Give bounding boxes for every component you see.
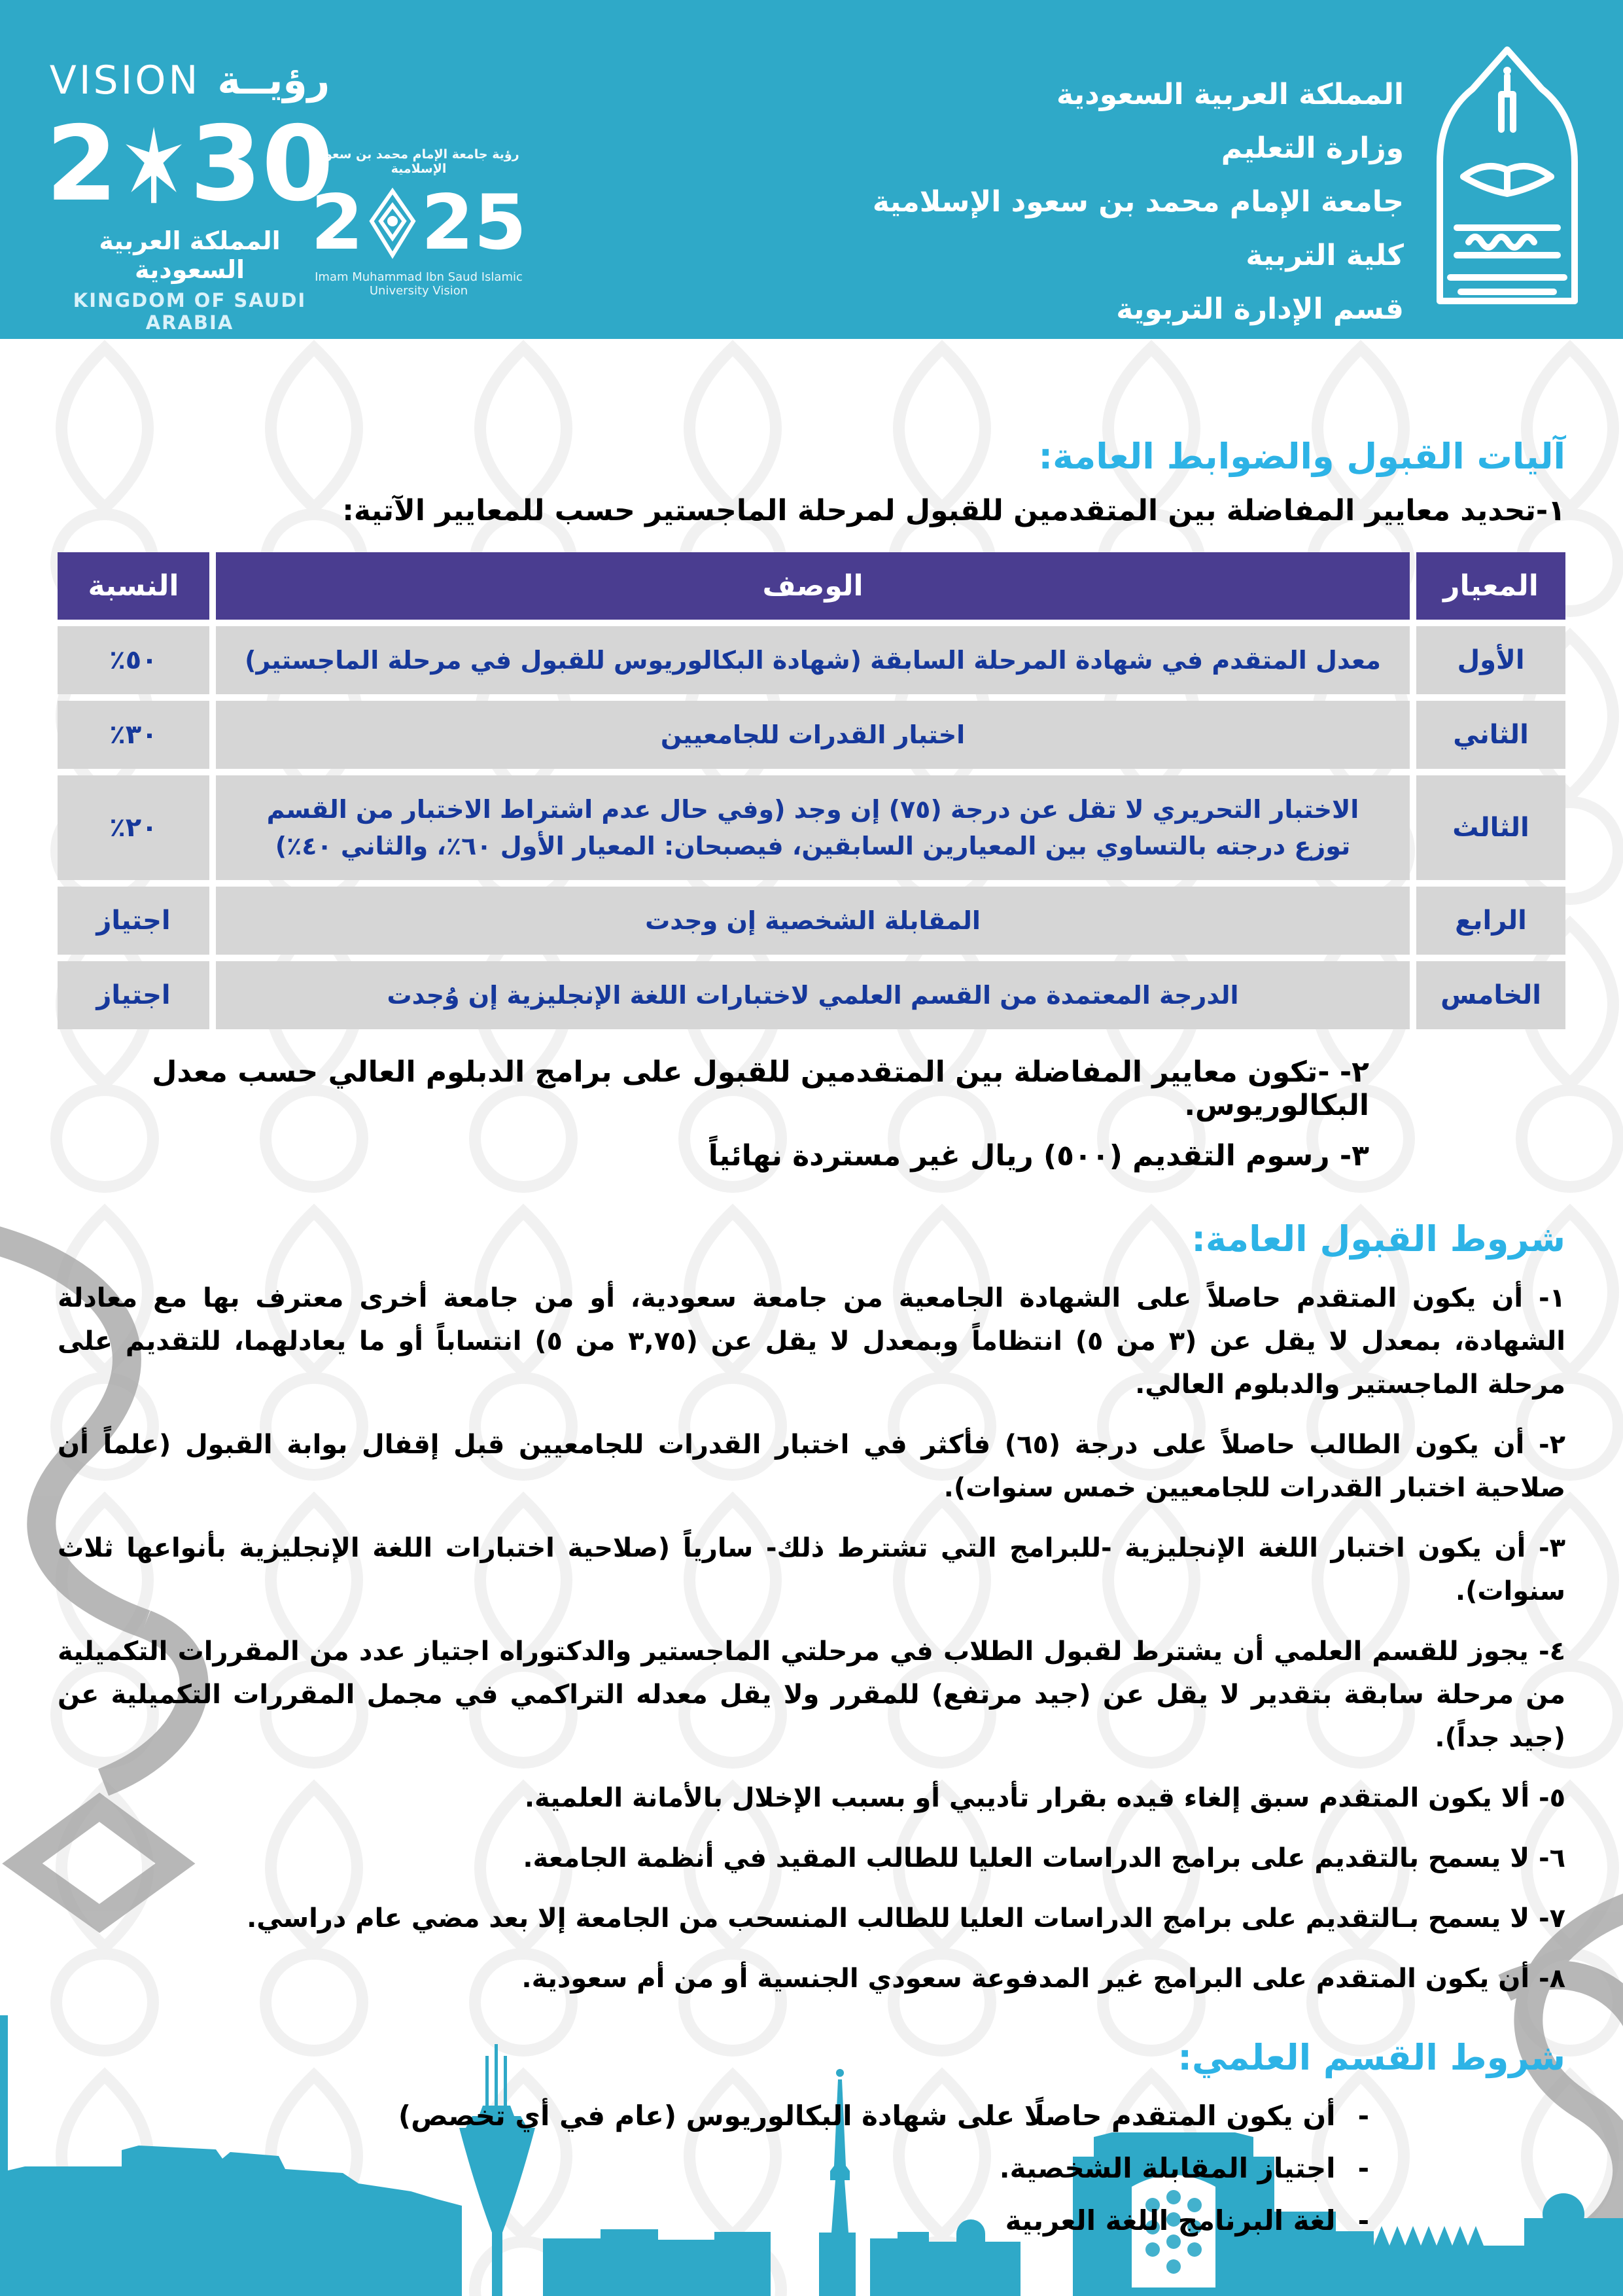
note-application-fee: ٣- رسوم التقديم (٥٠٠) ريال غير مستردة نهائياً xyxy=(708,1139,1369,1173)
vision-2030-year xyxy=(46,104,334,224)
university-vision-2025-logo xyxy=(307,147,530,298)
department-condition-3 xyxy=(58,2200,1369,2242)
general-condition-4: ٤- يجوز للقسم العلمي أن يشترط لقبول الطلاب في مرحلتي الماجستير والدكتوراه اجتياز عدد من المقررات التكميلية من مرحلة سابقة بتقدير لا يقل عن (جيد مرتفع) للمقرر ولا يقل معدله التراكمي في مجمل المقررات التكميلية عن (جيد جداً). xyxy=(58,1636,1565,1753)
general-conditions-title: شروط القبول العامة: xyxy=(1191,1218,1565,1260)
general-condition-2: ٢- أن يكون الطالب حاصلاً على درجة (٦٥) فأكثر في اختبار القدرات للجامعيين قبل إقفال بوابة القبول (علماً أن صلاحية اختبار القدرات للجامعيين خمس سنوات). xyxy=(58,1430,1566,1503)
org-line-university: جامعة الإمام محمد بن سعود الإسلامية xyxy=(872,185,1404,219)
lattice-emblem-icon xyxy=(365,187,420,259)
table-row-2-description: اختبار القدرات للجامعيين xyxy=(216,701,1410,769)
document-body xyxy=(0,339,1623,2252)
general-condition-8: ٨- أن يكون المتقدم على البرامج غير المدفوعة سعودي الجنسية أو من أم سعودية. xyxy=(521,1964,1565,1994)
table-header-criterion: المعيار xyxy=(1416,552,1565,620)
department-condition-2 xyxy=(58,2147,1369,2189)
table-row-2-percent: ٣٠٪ xyxy=(58,701,209,769)
table-row-3-percent: ٢٠٪ xyxy=(58,775,209,880)
organization-header-lines xyxy=(873,68,1404,336)
vision-2030-wordmark xyxy=(46,58,334,103)
vision-2025-year-left: 2 xyxy=(310,179,364,267)
vision-2030-ar: رؤيــة xyxy=(217,58,330,103)
table-row-1-criterion: الأول xyxy=(1416,626,1565,694)
table-row-4-criterion: الرابع xyxy=(1416,887,1565,955)
department-condition-2-text: - اجتياز المقابلة الشخصية. xyxy=(999,2152,1336,2184)
vision-2030-kingdom-en: KINGDOM OF SAUDI ARABIA xyxy=(73,289,307,334)
table-row-1-description: معدل المتقدم في شهادة المرحلة السابقة (شهادة البكالوريوس للقبول في مرحلة الماجستير) xyxy=(216,626,1410,694)
general-condition-5: ٥- ألا يكون المتقدم سبق إلغاء قيده بقرار تأديبي أو بسبب الإخلال بالأمانة العلمية. xyxy=(524,1783,1565,1813)
department-conditions-list xyxy=(58,2095,1565,2242)
general-condition-6: ٦- لا يسمح بالتقديم على برامج الدراسات العليا للطالب المقيد في أنظمة الجامعة. xyxy=(523,1843,1565,1873)
table-row-1-percent: ٥٠٪ xyxy=(58,626,209,694)
vision-2030-year-left: 2 xyxy=(46,104,118,224)
criteria-table xyxy=(58,552,1565,1029)
vision-2030-kingdom-ar: المملكة العربية السعودية xyxy=(99,226,281,284)
table-header-description: الوصف xyxy=(216,552,1410,620)
palm-emblem-icon xyxy=(120,118,187,210)
department-condition-3-text: - لغة البرنامج اللغة العربية xyxy=(1005,2204,1336,2236)
general-condition-7: ٧- لا يسمح بـالتقديم على برامج الدراسات العليا للطالب المنسحب من الجامعة إلا بعد مضي عام دراسي. xyxy=(247,1903,1565,1934)
table-row-5-criterion: الخامس xyxy=(1416,961,1565,1029)
vision-2025-year-right: 25 xyxy=(421,179,527,267)
vision-2025-year xyxy=(307,179,530,267)
table-row-4-description: المقابلة الشخصية إن وجدت xyxy=(216,887,1410,955)
vision-2025-english-caption: Imam Muhammad Ibn Saud Islamic University Vision xyxy=(315,270,523,298)
vision-2030-logo xyxy=(46,58,334,334)
department-condition-1-text: - أن يكون المتقدم حاصلًا على شهادة البكالوريوس (عام في أي تخصص) xyxy=(398,2100,1336,2132)
note-diploma-criteria: ٢- -تكون معايير المفاضلة بين المتقدمين للقبول على برامج الدبلوم العالي حسب معدل البكالوريوس. xyxy=(152,1055,1369,1122)
department-condition-1 xyxy=(58,2095,1369,2137)
table-header-percent: النسبة xyxy=(58,552,209,620)
table-row-4-percent: اجتياز xyxy=(58,887,209,955)
vision-2025-arabic-caption: رؤية جامعة الإمام محمد بن سعود الإسلامية xyxy=(318,147,519,176)
header-banner xyxy=(0,0,1623,339)
org-line-department: قسم الإدارة التربوية xyxy=(1116,292,1404,326)
mechanisms-section-title: آليات القبول والضوابط العامة: xyxy=(1038,436,1565,477)
general-condition-3: ٣- أن يكون اختبار اللغة الإنجليزية -للبرامج التي تشترط ذلك- سارياً (صلاحية اختبارات اللغة الإنجليزية بأنواعها ثلاث سنوات). xyxy=(58,1533,1565,1606)
general-condition-1: ١- أن يكون المتقدم حاصلاً على الشهادة الجامعية من جامعة سعودية، أو من جامعة أخرى معترف بها مع معادلة الشهادة، بمعدل لا يقل عن (٣ من ٥) انتظاماً وبمعدل لا يقل عن (٣,٧٥ من ٥) انتساباً أو ما يعادلهما، للتقديم على مرحلة الماجستير والدبلوم العالي. xyxy=(58,1283,1565,1400)
university-logo-icon xyxy=(1425,31,1589,313)
department-conditions-title: شروط القسم العلمي: xyxy=(1178,2037,1565,2078)
vision-2030-year-right: 30 xyxy=(190,104,334,224)
table-row-3-criterion: الثالث xyxy=(1416,775,1565,880)
table-row-2-criterion: الثاني xyxy=(1416,701,1565,769)
vision-2030-en: VISION xyxy=(49,58,201,103)
table-row-5-percent: اجتياز xyxy=(58,961,209,1029)
mechanisms-intro-text: ١-تحديد معايير المفاضلة بين المتقدمين للقبول لمرحلة الماجستير حسب للمعايير الآتية: xyxy=(342,494,1565,527)
org-line-kingdom: المملكة العربية السعودية xyxy=(1056,78,1404,111)
org-line-ministry: وزارة التعليم xyxy=(1221,132,1404,165)
table-row-3-description: الاختبار التحريري لا تقل عن درجة (٧٥) إن وجد (وفي حال عدم اشتراط الاختبار من القسم توزع درجته بالتساوي بين المعيارين السابقين، فيصبحان: المعيار الأول ٦٠٪، والثاني ٤٠٪) xyxy=(216,775,1410,880)
table-row-5-description: الدرجة المعتمدة من القسم العلمي لاختبارات اللغة الإنجليزية إن وُجدت xyxy=(216,961,1410,1029)
org-line-college: كلية التربية xyxy=(1246,239,1404,272)
